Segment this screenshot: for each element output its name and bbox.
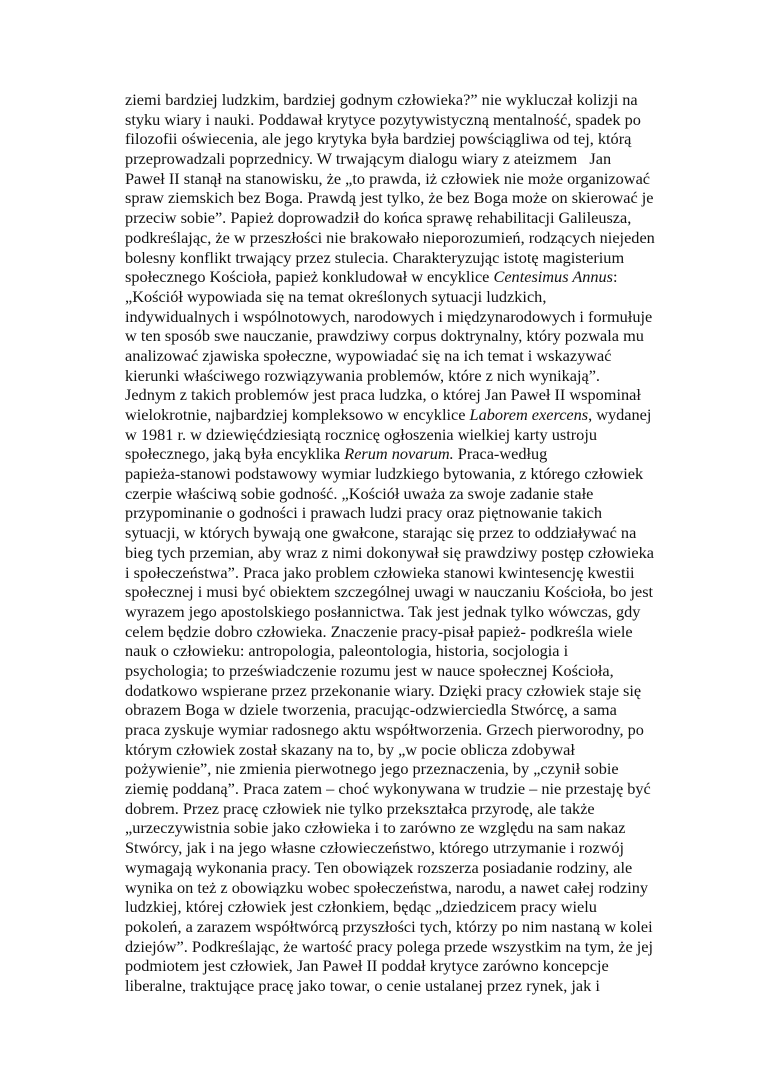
text-line: bolesny konflikt trwający przez stulecia. Charakteryzując istotę magisterium [125,247,625,267]
text-run: społecznego, jaką była encyklika [125,444,345,464]
text-line: indywidualnych i wspólnotowych, narodowych i międzynarodowych i formułuje [125,306,653,326]
text-run: Praca-według [453,444,548,464]
text-line: bieg tych przemian, aby wraz z nimi dokonywał się prawdziwy postęp człowieka [125,542,654,562]
text-line: społecznej i musi być obiektem szczególnej uwagi w nauczaniu Kościoła, bo jest [125,582,654,602]
text-line: praca zyskuje wymiar radosnego aktu współtworzenia. Grzech pierworodny, po [125,720,644,739]
text-line: Stwórcy, jak i na jego własne człowieczeństwo, którego utrzymanie i rozwój [125,838,624,858]
text-line: ziemię poddaną”. Praca zatem – choć wykonywana w trudzie – nie przestaję być [125,779,651,799]
text-line: dobrem. Przez pracę człowiek nie tylko przekształca przyrodę, ale także [125,798,595,818]
text-line: spraw ziemskich bez Boga. Prawdą jest tylko, że bez Boga może on skierować je [125,188,654,208]
text-line: styku wiary i nauki. Poddawał krytyce pozytywistyczną mentalność, spadek po [125,109,641,129]
text-line: celem będzie dobro człowieka. Znaczenie pracy-pisał papież- podkreśla wiele [125,621,633,641]
text-line: podmiotem jest człowiek, Jan Paweł II poddał krytyce zarówno koncepcje [125,956,609,976]
text-line: wyrazem jego apostolskiego posłannictwa. Tak jest jednak tylko wówczas, gdy [125,601,641,621]
text-line: czerpie właściwą sobie godność. „Kościół uważa za swoje zadanie stałe [125,483,594,503]
text-run: , wydanej [588,405,652,424]
text-line: w 1981 r. w dziewięćdziesiątą rocznicę ogłoszenia wielkiej karty ustroju [125,424,597,444]
body-text [125,90,665,996]
text-line: filozofii oświecenia, ale jego krytyka była bardziej powściągliwa od tej, którą [125,129,632,149]
text-line: psychologia; to przeświadczenie rozumu jest w nauce społecznej Kościoła, [125,660,614,680]
text-run: społecznego Kościoła, papież konkludował w encyklice [125,267,494,287]
text-line [125,267,665,287]
text-line: liberalne, traktujące pracę jako towar, o cenie ustalanej przez rynek, jak i [125,975,600,995]
text-line: i społeczeństwa”. Praca jako problem człowieka stanowi kwintesencję kwestii [125,562,635,582]
text-line: Jednym z takich problemów jest praca ludzka, o której Jan Paweł II wspominał [125,385,641,405]
text-line: ludzkiej, której człowiek jest członkiem, będąc „dziedzicem pracy wielu [125,897,597,917]
text-line: papieża-stanowi podstawowy wymiar ludzkiego bytowania, z którego człowiek [125,464,644,484]
text-line: wynika on też z obowiązku wobec społeczeństwa, narodu, a nawet całej rodziny [125,877,649,897]
text-line: pokoleń, a zarazem współtwórcą przyszłości tych, którzy po nim nastaną w kolei [125,916,653,936]
text-line: „urzeczywistnia sobie jako człowieka i to zarówno ze względu na sam nakaz [125,818,626,838]
text-line: dziejów”. Podkreślając, że wartość pracy polega przede wszystkim na tym, że jej [125,936,654,956]
text-line: przeciw sobie”. Papież doprowadził do końca sprawę rehabilitacji Galileusza, [125,208,632,228]
text-line: którym człowiek został skazany na to, by „w pocie oblicza zdobywał [125,739,575,759]
text-line: pożywienie”, nie zmienia pierwotnego jego przeznaczenia, by „czynił sobie [125,759,619,779]
text-line [125,444,665,464]
text-line: analizować zjawiska społeczne, wypowiadać się na ich temat i wskazywać [125,345,612,365]
text-line [125,405,665,425]
text-line: kierunki właściwego rozwiązywania problemów, które z nich wynikają”. [125,365,601,385]
text-line: dodatkowo wspierane przez przekonanie wiary. Dzięki pracy człowiek staje się [125,680,642,700]
text-run: : [613,267,618,287]
italic-title: Centesimus Annus [493,267,614,287]
text-line: sytuacji, w których bywają one gwałcone, starając się przez to oddziaływać na [125,523,637,543]
text-line: przeprowadzali poprzednicy. W trwającym dialogu wiary z ateizmem Jan [125,149,612,169]
text-line: w ten sposób swe nauczanie, prawdziwy corpus doktrynalny, który pozwala mu [125,326,644,346]
text-line: nauk o człowieku: antropologia, paleontologia, historia, socjologia i [125,641,569,661]
text-line: „Kościół wypowiada się na temat określonych sytuacji ludzkich, [125,286,547,306]
text-line: podkreślając, że w przeszłości nie brakowało nieporozumień, rodzących niejeden [125,227,655,247]
text-line: Paweł II stanął na stanowisku, że „to prawda, iż człowiek nie może organizować [125,168,651,188]
text-line: wymagają wykonania pracy. Ten obowiązek rozszerza posiadanie rodziny, ale [125,857,633,877]
text-line: ziemi bardziej ludzkim, bardziej godnym człowieka?” nie wykluczał kolizji na [125,90,638,109]
italic-title: Rerum novarum. [344,444,454,464]
text-run: wielokrotnie, najbardziej kompleksowo w encyklice [125,405,470,424]
text-line: przypominanie o godności i prawach ludzi pracy oraz piętnowanie takich [125,503,602,523]
italic-title: Laborem exercens [469,405,589,424]
text-line: obrazem Boga w dziele tworzenia, pracując-odzwierciedla Stwórcę, a sama [125,700,617,720]
